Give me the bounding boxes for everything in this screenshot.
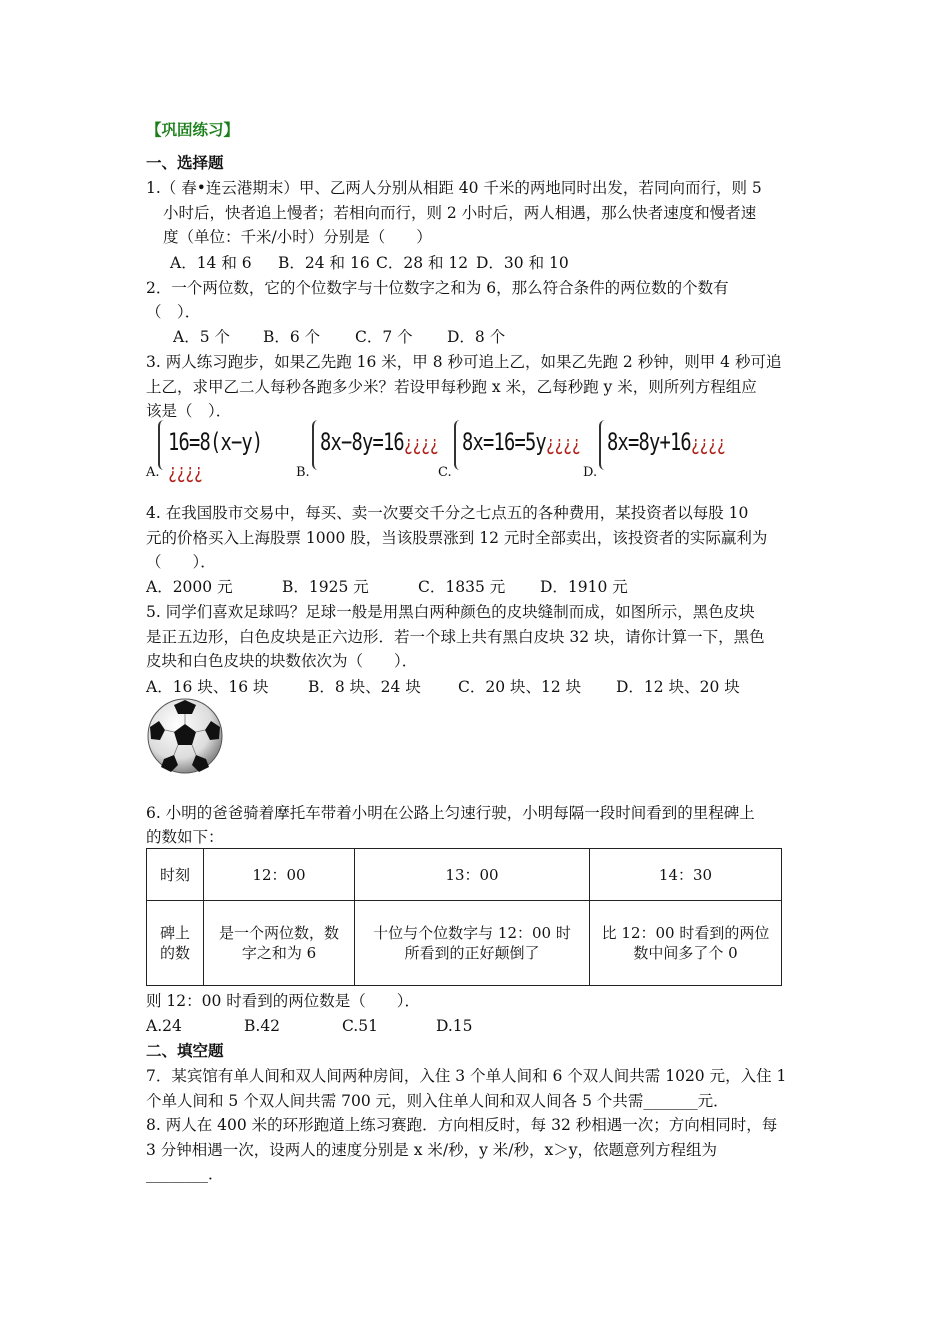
q5-option-d: D．12 块、20 块 [616, 678, 740, 696]
table-cell: 14：30 [590, 849, 782, 901]
q3-line: 该是（ ）． [146, 402, 232, 420]
q1-option-d: D．30 和 10 [476, 254, 569, 272]
q3-option-b-label: B. [296, 465, 310, 480]
table-row [147, 901, 782, 986]
q6-option-a: A.24 [146, 1017, 182, 1035]
q2-option-b: B．6 个 [263, 328, 321, 346]
q2-option-c: C．7 个 [355, 328, 413, 346]
q3-option-c-equation [438, 420, 581, 480]
q3-option-d-label: D. [583, 465, 598, 480]
q3-option-a-expr: 16=8(x−y)¿¿¿¿ [168, 428, 263, 483]
table-cell: 十位与个位数字与 12：00 时 所看到的正好颠倒了 [355, 901, 590, 986]
q6-line: 6. 小明的爸爸骑着摩托车带着小明在公路上匀速行驶，小明每隔一段时间看到的里程碑上 [146, 804, 755, 822]
q6-option-c: C.51 [342, 1017, 378, 1035]
q5-line: 皮块和白色皮块的块数依次为（ ）． [146, 652, 418, 670]
q8-line: 3 分钟相遇一次，设两人的速度分别是 x 米/秒，y 米/秒，x＞y，依题意列方程组为 [146, 1141, 718, 1159]
q5-options [146, 676, 740, 698]
q6-options [146, 1015, 473, 1037]
table-cell: 12：00 [204, 849, 355, 901]
q3-option-b-equation [296, 420, 439, 480]
q3-option-d-expr: 8x=8y+16¿¿¿¿ [607, 428, 726, 456]
q2-options [173, 326, 505, 348]
q1-option-a: A．14 和 6 [170, 254, 252, 272]
q4-line: 元的价格买入上海股票 1000 股，当该股票涨到 12 元时全部卖出，该投资者的实际赢利为 [146, 529, 768, 547]
part-heading-fill: 二、填空题 [146, 1042, 224, 1060]
q4-options [146, 576, 628, 598]
part-heading-choice: 一、选择题 [146, 154, 224, 172]
table-cell: 13：00 [355, 849, 590, 901]
q4-option-d: D．1910 元 [540, 578, 628, 596]
q8-line: ________． [146, 1165, 224, 1183]
q5-option-c: C．20 块、12 块 [458, 678, 582, 696]
table-row [147, 849, 782, 901]
table-cell: 是一个两位数，数 字之和为 6 [204, 901, 355, 986]
q3-option-a-label: A. [146, 465, 160, 480]
q6-option-b: B.42 [244, 1017, 281, 1035]
q4-line: （ ）． [146, 553, 216, 571]
q3-line: 3. 两人练习跑步，如果乙先跑 16 米，甲 8 秒可追上乙，如果乙先跑 2 秒钟，则甲 4 秒可追 [146, 353, 782, 371]
q1-line: 小时后，快者追上慢者；若相向而行，则 2 小时后，两人相遇，那么快者速度和慢者速 [163, 204, 757, 222]
q2-line: （ ）． [146, 303, 201, 321]
q3-line: 上乙，求甲乙二人每秒各跑多少米？若设甲每秒跑 x 米，乙每秒跑 y 米，则所列方程组应 [146, 378, 757, 396]
q2-option-d: D．8 个 [447, 328, 506, 346]
section-title: 【巩固练习】 [146, 121, 240, 139]
q1-options [170, 252, 569, 274]
q3-option-c-label: C. [438, 465, 452, 480]
soccer-ball-icon [146, 697, 224, 775]
q1-option-c: C．28 和 12 [376, 254, 469, 272]
q6-option-d: D.15 [436, 1017, 473, 1035]
q7-line: 7．某宾馆有单人间和双人间两种房间，入住 3 个单人间和 6 个双人间共需 1020 元，入住 1 [146, 1067, 787, 1085]
q8-line: 8. 两人在 400 米的环形跑道上练习赛跑．方向相反时，每 32 秒相遇一次；方向相同时，每 [146, 1116, 778, 1134]
q7-line: 个单人间和 5 个双人间共需 700 元，则入住单人间和双人间各 5 个共需_______元． [146, 1092, 729, 1110]
q6-after-text: 则 12：00 时看到的两位数是（ ）． [146, 992, 421, 1010]
q4-option-b: B．1925 元 [282, 578, 369, 596]
q5-line: 是正五边形，白色皮块是正六边形．若一个球上共有黑白皮块 32 块，请你计算一下，黑色 [146, 628, 765, 646]
q2-option-a: A．5 个 [173, 328, 230, 346]
q2-line: 2．一个两位数，它的个位数字与十位数字之和为 6，那么符合条件的两位数的个数有 [146, 279, 729, 297]
q5-option-a: A．16 块、16 块 [146, 678, 269, 696]
q1-line: 1.（ 春•连云港期末）甲、乙两人分别从相距 40 千米的两地同时出发，若同向而行，则 5 [146, 179, 762, 197]
q3-option-a-equation [146, 420, 286, 483]
q4-line: 4. 在我国股市交易中，每买、卖一次要交千分之七点五的各种费用，某投资者以每股 10 [146, 504, 749, 522]
q6-line: 的数如下： [146, 828, 224, 846]
q4-option-c: C．1835 元 [418, 578, 506, 596]
q1-line: 度（单位：千米/小时）分别是（ ） [163, 228, 432, 246]
q3-option-c-expr: 8x=16=5y¿¿¿¿ [462, 428, 581, 456]
brace-icon [158, 420, 168, 470]
table-cell: 时刻 [147, 849, 204, 901]
q5-line: 5. 同学们喜欢足球吗？足球一般是用黑白两种颜色的皮块缝制而成，如图所示，黑色皮块 [146, 603, 755, 621]
q4-option-a: A．2000 元 [146, 578, 233, 596]
q5-option-b: B．8 块、24 块 [308, 678, 421, 696]
table-cell: 碑上 的数 [147, 901, 204, 986]
q1-option-b: B．24 和 16 [278, 254, 370, 272]
table-cell: 比 12：00 时看到的两位 数中间多了个 0 [590, 901, 782, 986]
q3-option-d-equation [583, 420, 733, 480]
milestone-table [146, 848, 782, 986]
q3-option-b-expr: 8x−8y=16¿¿¿¿ [320, 428, 439, 456]
